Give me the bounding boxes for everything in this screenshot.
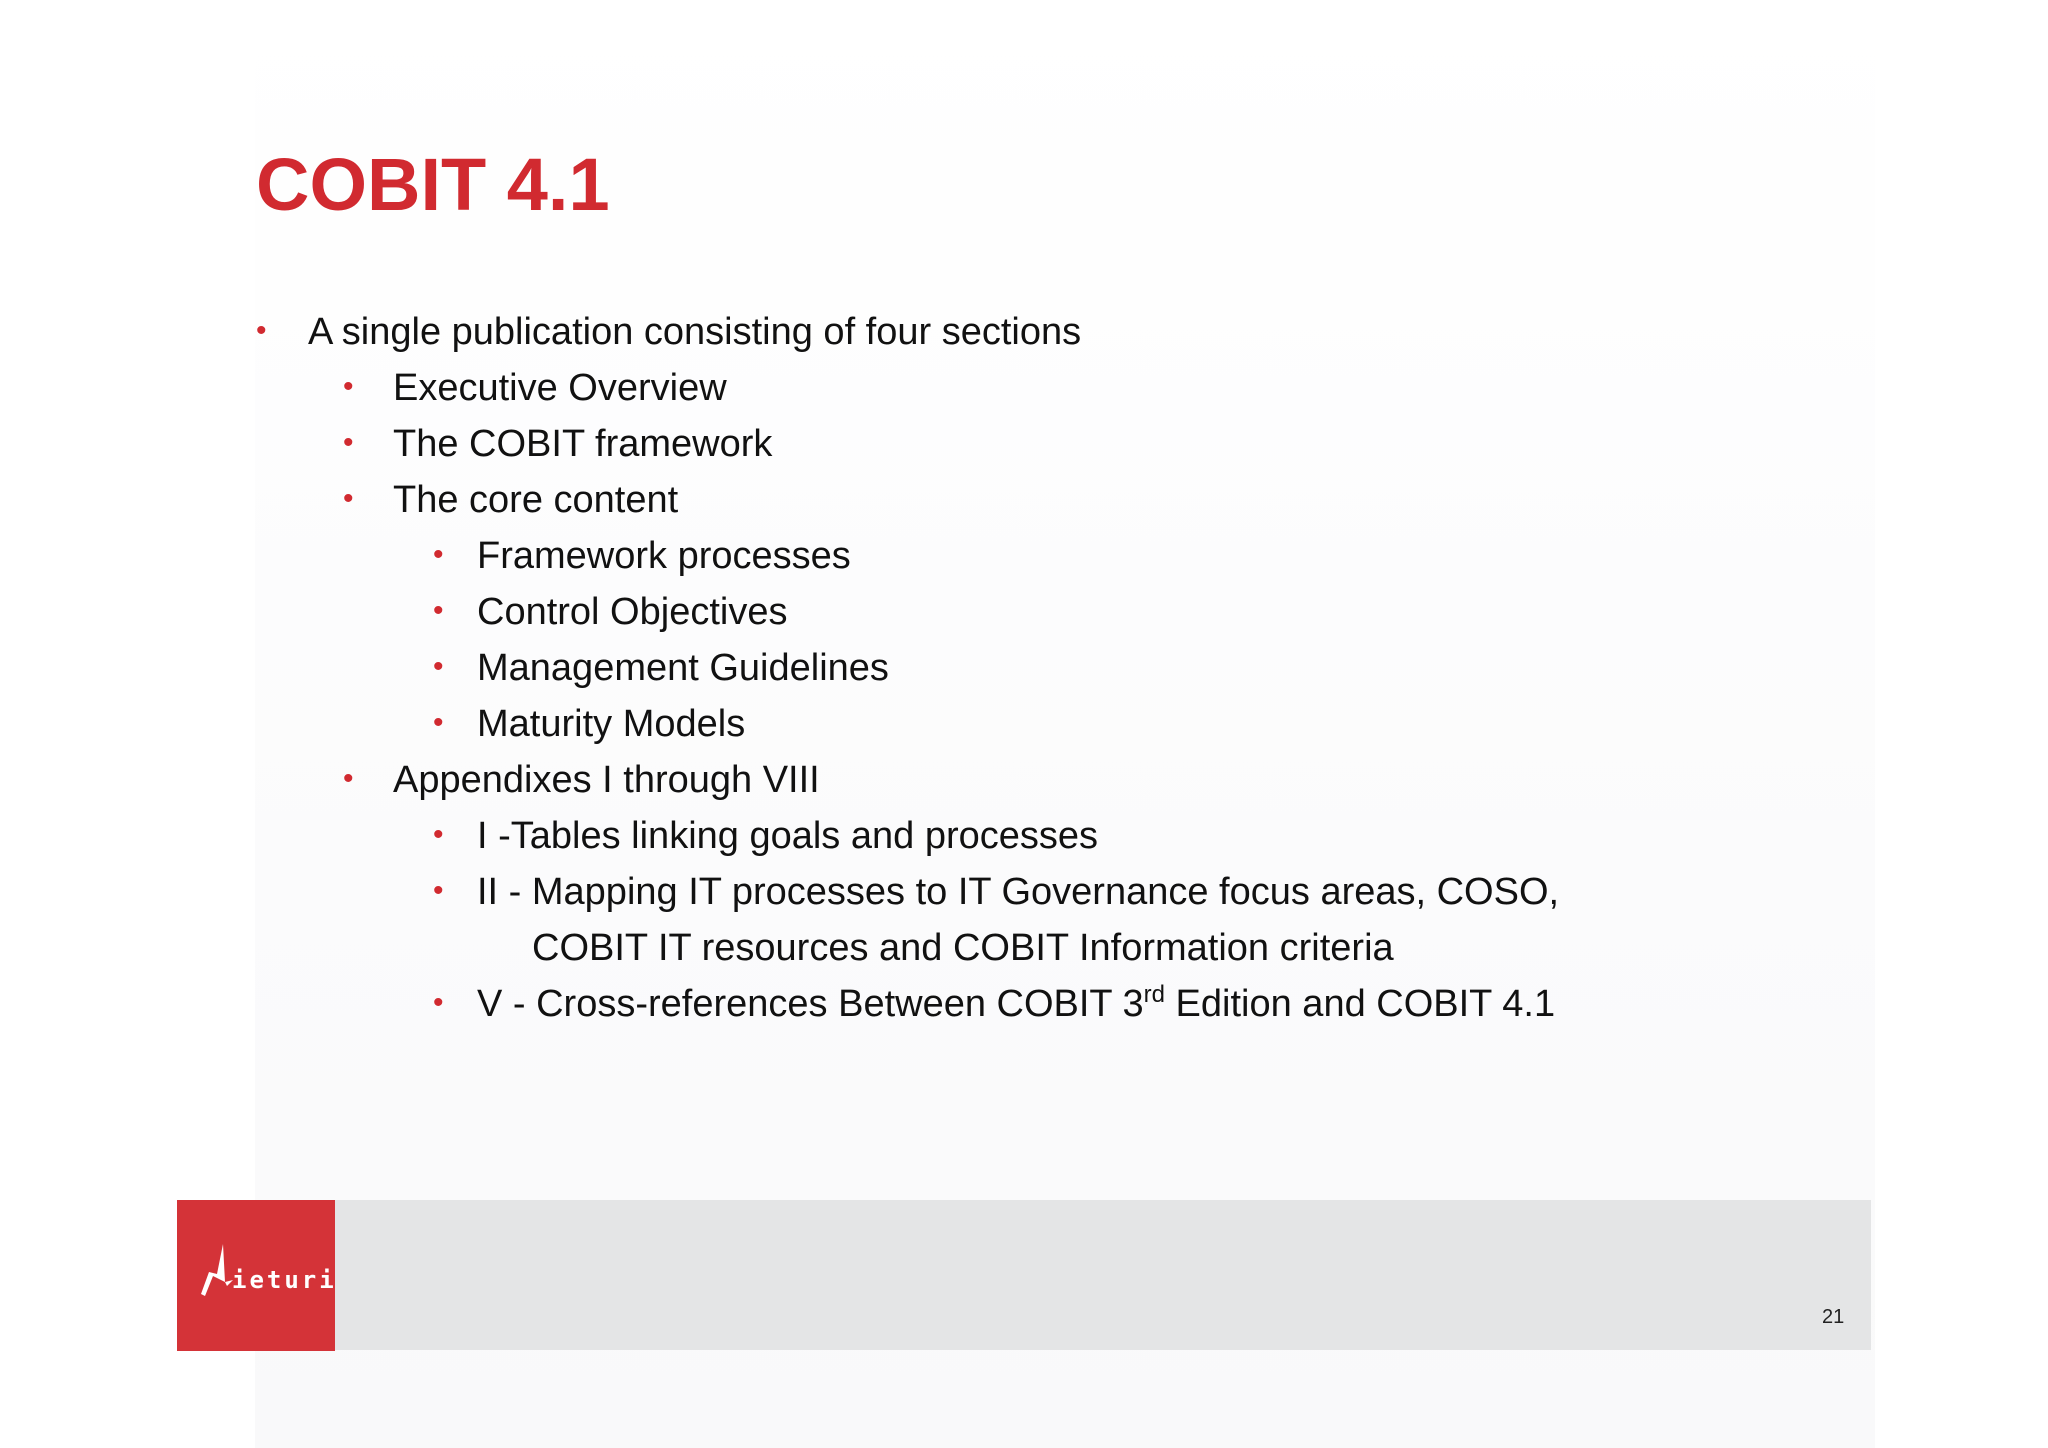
bullet-text: COBIT IT resources and COBIT Information criteria [532, 927, 1394, 969]
slide-title: COBIT 4.1 [256, 143, 610, 226]
bullet-dot-icon: • [343, 426, 354, 459]
bullet-text-part: V - Cross-references Between COBIT 3 [477, 983, 1144, 1025]
bullet-dot-icon: • [433, 818, 444, 851]
bullet-text: The core content [393, 479, 679, 521]
superscript: rd [1143, 981, 1165, 1008]
tieturi-logo-icon [199, 1242, 233, 1298]
bullet-dot-icon: • [256, 314, 267, 347]
bullet-text: The COBIT framework [393, 423, 773, 465]
bullet-dot-icon: • [433, 538, 444, 571]
bullet-text: Control Objectives [477, 591, 788, 633]
bullet-text-part: Edition and COBIT 4.1 [1165, 983, 1556, 1025]
bullet-dot-icon: • [343, 762, 354, 795]
bullet-dot-icon: • [433, 706, 444, 739]
bullet-dot-icon: • [433, 874, 444, 907]
bullet-text: I -Tables linking goals and processes [477, 815, 1099, 857]
bullet-dot-icon: • [433, 650, 444, 683]
footer-bar [177, 1200, 1871, 1350]
bullet-text: Appendixes I through VIII [393, 759, 820, 801]
bullet-text: Management Guidelines [477, 647, 889, 689]
bullet-text: Maturity Models [477, 703, 746, 745]
logo-text: ieturi [232, 1266, 337, 1294]
bullet-text: Framework processes [477, 535, 851, 577]
bullet-text: II - Mapping IT processes to IT Governance focus areas, COSO, [477, 871, 1560, 913]
bullet-dot-icon: • [433, 986, 444, 1019]
page-number: 21 [1822, 1306, 1845, 1328]
bullet-dot-icon: • [343, 482, 354, 515]
bullet-text: Executive Overview [393, 367, 727, 409]
tieturi-logo [177, 1200, 335, 1351]
bullet-text: A single publication consisting of four sections [308, 311, 1082, 353]
bullet-text [477, 981, 1556, 1025]
bullet-dot-icon: • [343, 370, 354, 403]
bullet-dot-icon: • [433, 594, 444, 627]
